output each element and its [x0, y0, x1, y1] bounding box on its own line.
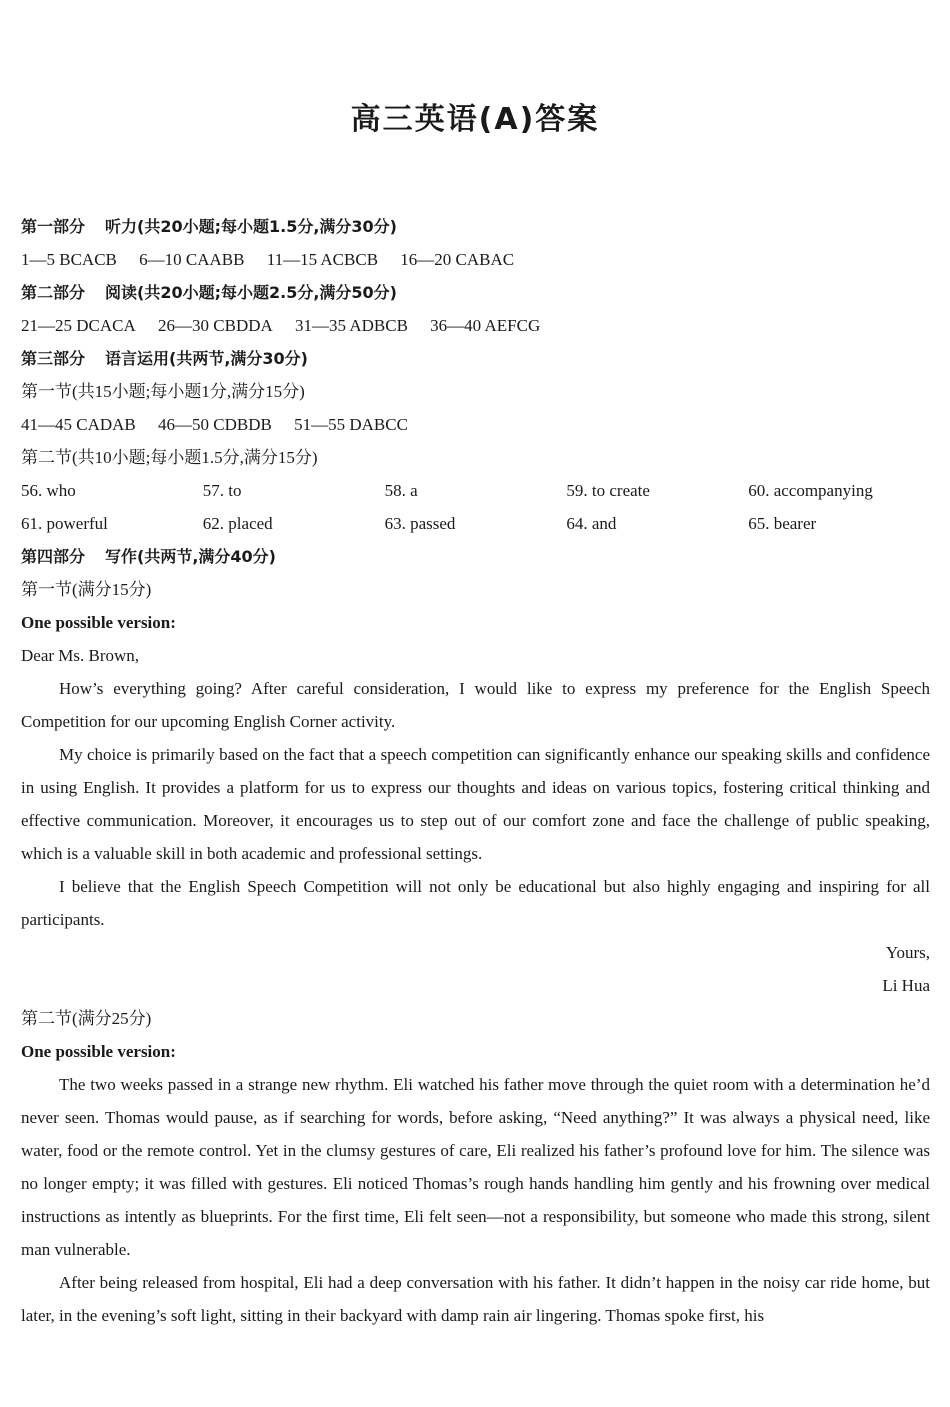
part3-title: 第三部分: [21, 349, 86, 368]
story-paragraph: After being released from hospital, Eli had a deep conversation with his father. It didn’t happen in the noisy car ride home, but later, in the evening’s soft light, sitting in their backyard with damp rain air lingering. Thomas spoke first, his: [21, 1273, 930, 1325]
answer-cell: 65. bearer: [748, 514, 817, 533]
answer-group: 31—35 ADBCB: [295, 316, 408, 335]
answer-cell: 59. to create: [566, 481, 650, 500]
part3-section2-label: 第二节(共10小题;每小题1.5分,满分15分): [21, 448, 318, 467]
story-paragraph: The two weeks passed in a strange new rhythm. Eli watched his father move through the quiet room with a determination he’d never seen. Thomas would pause, as if searching for words, before asking, “Need anything?” It was always a physical need, like water, food or the remote control. Yet in the clumsy gestures of care, Eli realized his father’s profound love for him. The silence was no longer empty; it was filled with gestures. Eli noticed Thomas’s rough hands handling him gently and his frowning over medical instructions as intently as blueprints. For the first time, Eli felt seen—not a responsibility, but someone who made this strong, silent man vulnerable.: [21, 1075, 930, 1259]
answer-group: 21—25 DCACA: [21, 316, 136, 335]
part3-section1-label: 第一节(共15小题;每小题1分,满分15分): [21, 382, 305, 401]
part4-section1-label: 第一节(满分15分): [21, 580, 152, 599]
part3-subtitle: 语言运用(共两节,满分30分): [105, 349, 308, 368]
part1-title: 第一部分: [21, 217, 86, 236]
answer-group: 41—45 CADAB: [21, 415, 136, 434]
answer-cell: 60. accompanying: [748, 481, 873, 500]
answer-row: [21, 507, 930, 540]
answer-group: 36—40 AEFCG: [430, 316, 541, 335]
part1-subtitle: 听力(共20小题;每小题1.5分,满分30分): [105, 217, 397, 236]
answer-group: 16—20 CABAC: [400, 250, 515, 269]
version-label: One possible version:: [21, 613, 176, 632]
answer-group: 1—5 BCACB: [21, 250, 117, 269]
answer-cell: 57. to: [202, 481, 242, 500]
answer-group: 6—10 CAABB: [139, 250, 245, 269]
answer-cell: 58. a: [384, 481, 418, 500]
essay-paragraph: How’s everything going? After careful consideration, I would like to express my preference for the English Speech Competition for our upcoming English Corner activity.: [21, 679, 930, 731]
answer-group: 11—15 ACBCB: [266, 250, 379, 269]
letter-closing: Yours,: [885, 943, 930, 962]
part3-heading: [21, 342, 930, 375]
answer-group: 46—50 CDBDB: [158, 415, 272, 434]
part4-section2-label: 第二节(满分25分): [21, 1009, 152, 1028]
answer-row: [21, 474, 930, 507]
answer-group: 51—55 DABCC: [294, 415, 408, 434]
answer-cell: 61. powerful: [21, 514, 108, 533]
version-label: One possible version:: [21, 1042, 176, 1061]
answer-cell: 56. who: [21, 481, 76, 500]
part4-title: 第四部分: [21, 547, 86, 566]
essay-paragraph: I believe that the English Speech Competition will not only be educational but also highly engaging and inspiring for all participants.: [21, 877, 930, 929]
part1-answers: [21, 243, 930, 276]
page-title: 高三英语(A)答案: [350, 102, 600, 137]
part1-heading: [21, 210, 930, 243]
part2-title: 第二部分: [21, 283, 86, 302]
part4-subtitle: 写作(共两节,满分40分): [105, 547, 276, 566]
answer-cell: 63. passed: [384, 514, 456, 533]
part2-heading: [21, 276, 930, 309]
answer-cell: 64. and: [566, 514, 617, 533]
part2-answers: [21, 309, 930, 342]
answer-group: 26—30 CBDDA: [158, 316, 273, 335]
part3-section1-answers: [21, 408, 930, 441]
letter-signature: Li Hua: [882, 976, 930, 995]
letter-greeting: Dear Ms. Brown,: [21, 646, 140, 665]
answer-cell: 62. placed: [202, 514, 273, 533]
answer-key-body: [21, 210, 930, 1332]
essay-paragraph: My choice is primarily based on the fact that a speech competition can significantly enhance our speaking skills and confidence in using English. It provides a platform for us to express our thoughts and ideas on various topics, fostering critical thinking and effective communication. Moreover, it encourages us to step out of our comfort zone and face the challenge of public speaking, which is a valuable skill in both academic and professional settings.: [21, 745, 930, 863]
part4-heading: [21, 540, 930, 573]
part2-subtitle: 阅读(共20小题;每小题2.5分,满分50分): [105, 283, 397, 302]
